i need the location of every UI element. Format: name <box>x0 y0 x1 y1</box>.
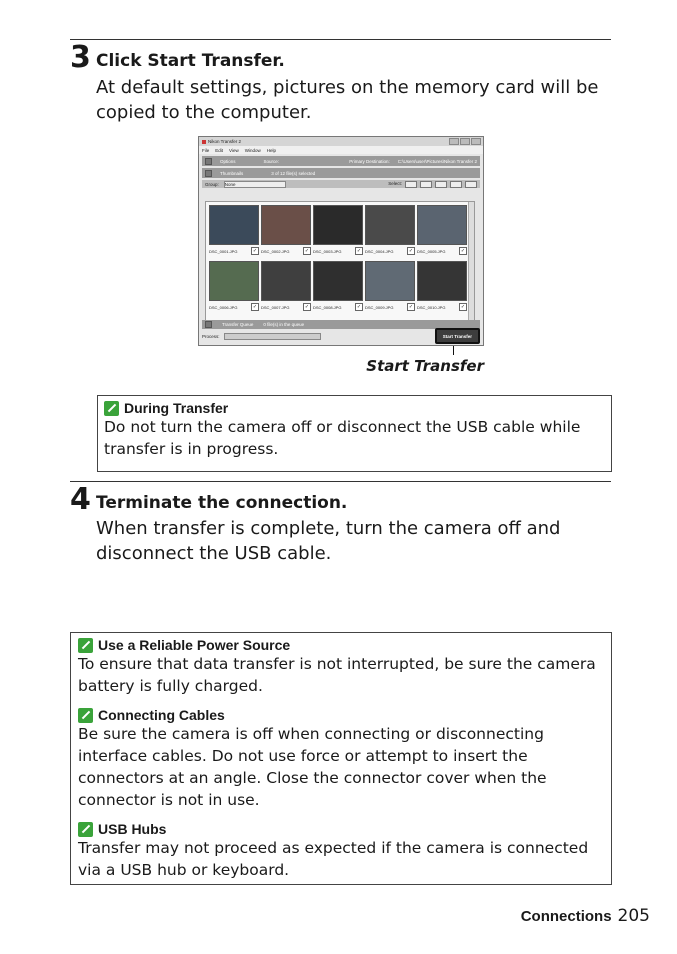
note-heading <box>78 707 604 723</box>
menu-window[interactable]: Window <box>244 147 261 153</box>
menu-file[interactable]: File <box>202 147 210 153</box>
progress-bar <box>224 333 321 340</box>
checkbox-icon[interactable]: ✓ <box>252 304 258 310</box>
note-title: During Transfer <box>124 400 229 416</box>
thumbnail-filename: DSC_0010.JPG <box>417 304 446 310</box>
note-title: Use a Reliable Power Source <box>98 637 291 653</box>
close-icon[interactable] <box>471 138 481 145</box>
options-bar[interactable] <box>202 156 480 166</box>
view-mode-icon[interactable] <box>465 181 477 188</box>
expand-icon[interactable] <box>205 158 212 165</box>
checkbox-icon[interactable]: ✓ <box>304 248 310 254</box>
collapse-icon[interactable] <box>205 170 212 177</box>
view-buttons <box>388 181 480 188</box>
thumbnail-filename: DSC_0008.JPG <box>313 304 342 310</box>
thumbnail-image[interactable] <box>209 205 259 245</box>
thumbnail-item[interactable] <box>209 205 259 259</box>
note-heading <box>78 821 604 837</box>
thumbnail-caption <box>313 303 363 311</box>
destination-label: Primary Destination: <box>349 158 390 164</box>
select-protected-icon[interactable] <box>450 181 462 188</box>
select-all-icon[interactable] <box>405 181 417 188</box>
during-transfer-note <box>97 395 612 472</box>
note-title: Connecting Cables <box>98 707 225 723</box>
checkbox-icon[interactable]: ✓ <box>408 304 414 310</box>
queue-label: Transfer Queue <box>222 322 254 327</box>
thumbnail-item[interactable] <box>365 261 415 315</box>
thumbnail-image[interactable] <box>365 205 415 245</box>
pencil-icon <box>78 822 93 837</box>
checkbox-icon[interactable]: ✓ <box>356 304 362 310</box>
thumbnail-item[interactable] <box>365 205 415 259</box>
section-name: Connections <box>520 908 612 925</box>
thumbnail-caption <box>417 303 467 311</box>
thumbnail-item[interactable] <box>313 261 363 315</box>
checkbox-icon[interactable]: ✓ <box>408 248 414 254</box>
app-icon <box>202 140 206 144</box>
thumbnail-filename: DSC_0004.JPG <box>365 248 394 254</box>
thumbnail-filename: DSC_0009.JPG <box>365 304 394 310</box>
thumbnails-status: 3 of 12 file(s) selected <box>271 170 316 176</box>
group-label: Group: <box>205 181 219 187</box>
thumbnail-image[interactable] <box>365 261 415 301</box>
group-value: None <box>224 181 236 187</box>
callout-line <box>453 346 454 355</box>
window-controls <box>449 138 483 145</box>
note-heading <box>104 400 605 416</box>
grid-scrollbar[interactable] <box>468 202 474 320</box>
group-toolbar <box>202 180 480 188</box>
page-number: 205 <box>617 906 650 926</box>
thumbnail-item[interactable] <box>261 205 311 259</box>
thumbnail-item[interactable] <box>313 205 363 259</box>
nikon-transfer-screenshot <box>198 136 484 346</box>
thumbnail-image[interactable] <box>313 261 363 301</box>
process-label: Process: <box>202 333 220 339</box>
thumbnail-caption <box>365 303 415 311</box>
note-text: Do not turn the camera off or disconnect the USB cable while transfer is in progress. <box>104 418 581 458</box>
thumbnail-filename: DSC_0005.JPG <box>417 248 446 254</box>
thumbnail-grid <box>205 201 475 321</box>
note-text: To ensure that data transfer is not interrupted, be sure the camera battery is fully charged. <box>78 655 596 695</box>
pencil-icon <box>78 638 93 653</box>
thumbnail-filename: DSC_0002.JPG <box>261 248 290 254</box>
thumbnail-filename: DSC_0003.JPG <box>313 248 342 254</box>
thumbnail-filename: DSC_0006.JPG <box>209 304 238 310</box>
thumbnail-item[interactable] <box>261 261 311 315</box>
thumbnail-caption <box>209 303 259 311</box>
thumbnails-label: Thumbnails <box>220 170 244 176</box>
expand-queue-icon[interactable] <box>205 321 212 328</box>
menu-bar <box>199 146 483 154</box>
thumbnail-caption <box>313 247 363 255</box>
checkbox-icon[interactable]: ✓ <box>460 304 466 310</box>
menu-view[interactable]: View <box>229 147 239 153</box>
transfer-footer <box>202 330 480 342</box>
step4-rule <box>70 481 611 482</box>
notes-box <box>70 632 612 885</box>
step3-number: 3 <box>70 40 90 75</box>
start-transfer-callout: Start Transfer <box>366 357 484 375</box>
thumbnail-image[interactable] <box>261 261 311 301</box>
thumbnail-image[interactable] <box>417 261 467 301</box>
thumbnail-caption <box>209 247 259 255</box>
step4-title: Terminate the connection. <box>96 493 348 513</box>
minimize-icon[interactable] <box>449 138 459 145</box>
select-new-icon[interactable] <box>435 181 447 188</box>
thumbnail-caption <box>365 247 415 255</box>
note-title: USB Hubs <box>98 821 167 837</box>
start-transfer-button[interactable]: Start Transfer <box>435 328 480 344</box>
window-titlebar <box>199 137 483 146</box>
thumbnail-item[interactable] <box>209 261 259 315</box>
window-title: Nikon Transfer 2 <box>208 139 242 144</box>
thumbnail-image[interactable] <box>313 205 363 245</box>
pencil-icon <box>104 401 119 416</box>
thumbnail-filename: DSC_0007.JPG <box>261 304 290 310</box>
page-footer <box>521 906 650 926</box>
thumbnail-filename: DSC_0001.JPG <box>209 248 238 254</box>
thumbnails-bar[interactable] <box>202 168 480 178</box>
note-text: Be sure the camera is off when connecting or disconnecting interface cables. Do not use force or attempt to insert the connectors at an angle. Close the connector cover when the connector is not in use. <box>78 725 547 809</box>
thumbnail-image[interactable] <box>209 261 259 301</box>
pencil-icon <box>78 708 93 723</box>
thumbnail-caption <box>417 247 467 255</box>
thumbnail-caption <box>261 247 311 255</box>
thumbnail-caption <box>261 303 311 311</box>
menu-edit[interactable]: Edit <box>215 147 224 153</box>
menu-help[interactable]: Help <box>266 147 276 153</box>
select-none-icon[interactable] <box>420 181 432 188</box>
checkbox-icon[interactable]: ✓ <box>460 248 466 254</box>
note-heading <box>78 637 604 653</box>
maximize-icon[interactable] <box>460 138 470 145</box>
destination-path: C:\Users\user\Pictures\Nikon Transfer 2 <box>397 158 477 164</box>
source-label: Source: <box>263 158 280 164</box>
thumbnail-item[interactable] <box>417 261 467 315</box>
group-select[interactable] <box>224 181 286 188</box>
checkbox-icon[interactable]: ✓ <box>356 248 362 254</box>
step4-text: When transfer is complete, turn the camera off and disconnect the USB cable. <box>96 518 561 564</box>
options-label: Options <box>220 158 236 164</box>
thumbnail-image[interactable] <box>417 205 467 245</box>
checkbox-icon[interactable]: ✓ <box>304 304 310 310</box>
step3-title: Click Start Transfer. <box>96 51 285 71</box>
select-label: Select: <box>388 180 402 186</box>
checkbox-icon[interactable]: ✓ <box>252 248 258 254</box>
step3-text: At default settings, pictures on the memory card will be copied to the computer. <box>96 77 599 123</box>
thumbnail-item[interactable] <box>417 205 467 259</box>
thumbnail-image[interactable] <box>261 205 311 245</box>
note-text: Transfer may not proceed as expected if the camera is connected via a USB hub or keyboard. <box>78 839 589 879</box>
step4-number: 4 <box>70 482 90 517</box>
queue-status: 0 file(s) in the queue <box>263 322 305 327</box>
step3-rule <box>70 39 611 40</box>
